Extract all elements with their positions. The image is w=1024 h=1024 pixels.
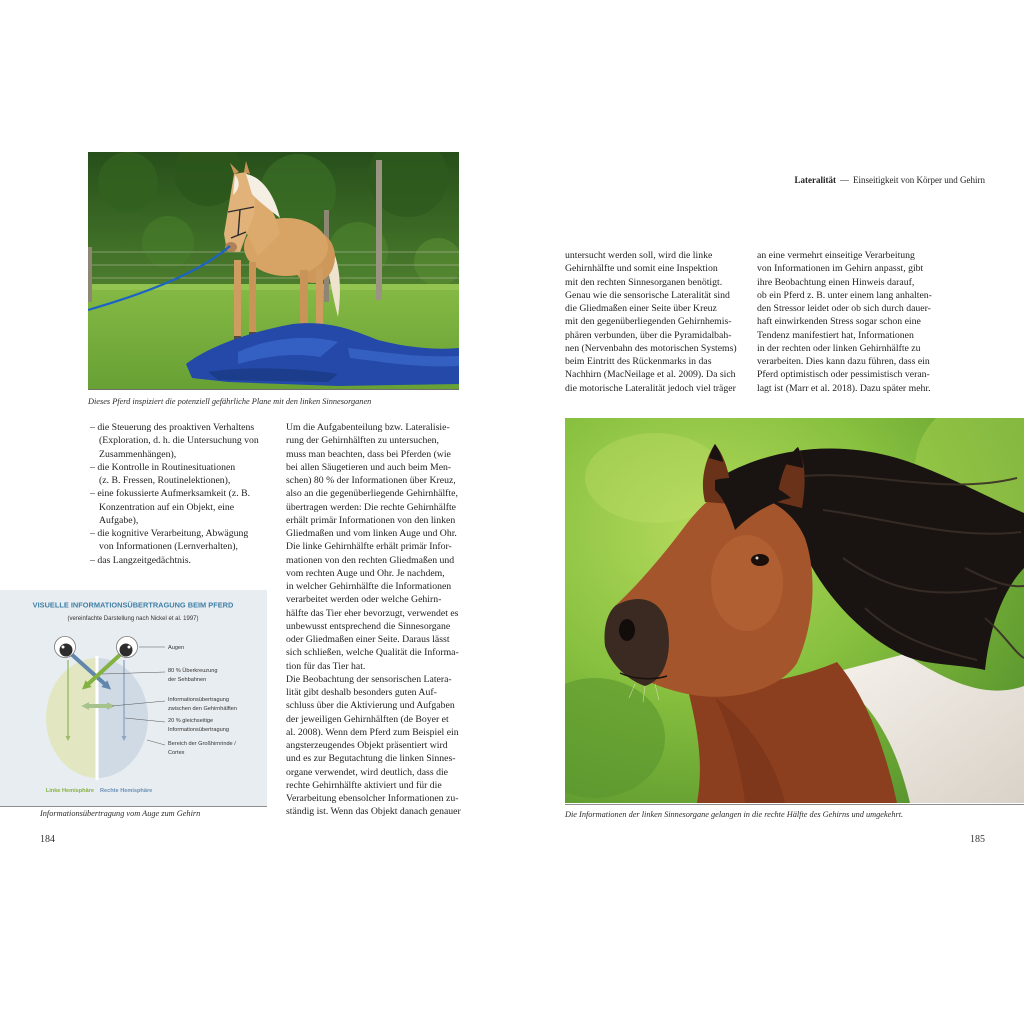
header-separator: — — [840, 175, 850, 185]
label-cortex: Cortex — [168, 750, 185, 756]
body-text-line: sich schließen, welche Qualität die Informa- — [286, 647, 459, 659]
body-text-line: unbewusst entsprechend die Sinnesorgane — [286, 620, 451, 632]
label-same-side: Informationsübertragung — [168, 727, 229, 733]
list-item-line: (Exploration, d. h. die Untersuchung von — [99, 435, 259, 447]
label-right-hemisphere: Rechte Hemisphäre — [100, 788, 153, 794]
body-text-line: lität gibt deshalb besonders guten Auf- — [286, 687, 437, 698]
header-title: Einseitigkeit von Körper und Gehirn — [853, 175, 985, 185]
body-text-line: mationen von den rechten Gliedmaßen und — [286, 554, 455, 566]
body-text-line: rung der Gehirnhälften zu untersuchen, — [286, 435, 439, 447]
list-item-line: – die Steuerung des proaktiven Verhaltens — [90, 422, 255, 433]
list-item — [90, 527, 268, 554]
body-text-line: tion für das Tier hat. — [286, 660, 366, 672]
body-text-line: Tendenz manifestiert hat, Informationen — [757, 329, 914, 341]
diagram-title: VISUELLE INFORMATIONSÜBERTRAGUNG BEIM PFERD — [32, 600, 234, 610]
right-hemisphere-area — [97, 658, 148, 778]
body-text-line: muss man beachten, dass bei Pferden (wie — [286, 448, 451, 460]
label-crossing: der Sehbahnen — [168, 677, 207, 683]
body-text-line: von Informationen im Gehirn anpasst, gibt — [757, 263, 924, 275]
body-text-line: schluss über die Aktivierung und Aufgaben — [286, 700, 455, 712]
body-column-left-page — [286, 421, 464, 819]
list-item — [90, 461, 268, 488]
body-text-line: ihre Beobachtung einen Hinweis darauf, — [757, 276, 915, 288]
header-section: Lateralität — [794, 175, 837, 185]
eye-right — [117, 637, 138, 658]
body-column-right-2 — [757, 249, 937, 395]
body-text-line: Pferd optimistisch oder pessimistisch veran- — [757, 369, 930, 381]
divider-right-photo — [565, 804, 1024, 805]
body-text-line: hälfte das Tier eher bevorzugt, verwendet es — [286, 607, 459, 619]
body-text-line: ob ein Pferd z. B. unter einem lang anhalten- — [757, 289, 932, 301]
photo-horse-flowing-mane — [565, 418, 1024, 803]
list-item-line: – die kognitive Verarbeitung, Abwägung — [90, 528, 249, 539]
list-item-line: – eine fokussierte Aufmerksamkeit (z. B. — [90, 488, 251, 500]
body-text-line: Verarbeitung ebensolcher Informationen zu- — [286, 793, 459, 804]
body-text-line: und es zur Begutachtung die linken Sinnes- — [286, 753, 456, 765]
label-crossing: 80 % Überkreuzung — [168, 668, 218, 674]
body-text-line: vom rechten Auge und Ohr. Je nachdem, — [286, 567, 445, 579]
diagram-visual-information-transfer — [0, 590, 267, 806]
body-column-right-1 — [565, 249, 743, 395]
body-text-line: mit den rechten Sinnesorganen benötigt. — [565, 276, 723, 288]
body-text-line: oder Gliedmaßen einer Seite. Daraus lässt — [286, 634, 450, 645]
label-same-side: 20 % gleichseitige — [168, 718, 214, 724]
body-text-line: lagt ist (Marr et al. 2018). Dazu später mehr. — [757, 382, 931, 394]
eye-left — [55, 637, 76, 658]
page-number-right: 185 — [970, 834, 985, 845]
bullet-list — [90, 421, 268, 567]
body-text-line: Gehirnhälfte und somit eine Inspektion — [565, 263, 718, 275]
label-eyes: Augen — [168, 645, 185, 651]
list-item — [90, 421, 268, 461]
body-text-line: organe verwendet, wird deutlich, dass die — [286, 766, 448, 778]
body-text-line: erhält primär Informationen von den linken — [286, 514, 456, 526]
body-text-line: untersucht werden soll, wird die linke — [565, 250, 713, 261]
body-text-line: Um die Aufgabenteilung bzw. Lateralisie- — [286, 422, 450, 433]
list-item — [90, 554, 268, 567]
page-number-left: 184 — [40, 834, 55, 845]
body-text-line: nen (Nervenbahn des motorischen Systems) — [565, 342, 737, 354]
photo-horse-inspecting-tarp — [88, 152, 459, 390]
body-text-line: verarbeitet werden oder welche Gehirn- — [286, 594, 442, 606]
list-item-line: Konzentration auf ein Objekt, eine — [99, 501, 235, 513]
body-text-line: Die Beobachtung der sensorischen Latera- — [286, 673, 452, 685]
body-text-line: also an die gegenüberliegende Gehirnhälfte, — [286, 488, 458, 500]
diagram-subtitle: (vereinfachte Darstellung nach Nickel et al. 1997) — [67, 616, 199, 622]
body-text-line: ständig ist. Wenn das Objekt danach genauer — [286, 806, 461, 818]
body-text-line: übertragen werden: Die rechte Gehirnhälfte — [286, 501, 456, 513]
label-left-hemisphere: Linke Hemisphäre — [45, 788, 94, 794]
body-text-line: bei allen Säugetieren und auch beim Men- — [286, 461, 452, 473]
body-text-line: Die linke Gehirnhälfte erhält primär Infor- — [286, 541, 452, 553]
body-text-line: in der rechten oder linken Gehirnhälfte zu — [757, 342, 921, 354]
list-item-line: von Informationen (Lernverhalten), — [99, 541, 238, 553]
label-transfer: Informationsübertragung — [168, 697, 229, 703]
body-text-line: an eine vermehrt einseitige Verarbeitung — [757, 250, 915, 261]
body-text-line: Genau wie die sensorische Lateralität sind — [565, 289, 730, 301]
body-text-line: den Stressor leidet oder ob sich durch dauer- — [757, 303, 931, 314]
body-text-line: schen) 80 % der Informationen über Kreuz, — [286, 475, 456, 486]
body-text-line: mit den gegenüberliegenden Gehirnhemis- — [565, 316, 732, 328]
diagram-caption: Informationsübertragung vom Auge zum Gehirn — [40, 809, 201, 818]
photo-caption-right: Die Informationen der linken Sinnesorgane gelangen in die rechte Hälfte des Gehirns und umgekehrt. — [565, 810, 904, 819]
body-text-line: in welcher Gehirnhälfte die Informationen — [286, 581, 452, 592]
body-text-line: phären verbunden, über die Pyramidalbah- — [565, 329, 732, 341]
body-text-line: Nachhirn (MacNeilage et al. 2009). Da sich — [565, 369, 736, 381]
running-header — [795, 174, 985, 187]
body-text-line: die Gliedmaßen einer Seite über Kreuz — [565, 303, 717, 314]
body-text-line: Gliedmaßen und vom linken Auge und Ohr. — [286, 528, 457, 539]
body-text-line: die motorische Lateralität jedoch viel träger — [565, 382, 736, 394]
left-hemisphere-area — [46, 658, 97, 778]
label-cortex: Bereich der Großhirnrinde / — [168, 741, 236, 747]
list-item — [90, 487, 268, 527]
body-text-line: beim Eintritt des Rückenmarks in das — [565, 356, 712, 367]
list-item-line: – die Kontrolle in Routinesituationen — [90, 461, 236, 473]
photo-caption-left: Dieses Pferd inspiziert die potenziell gefährliche Plane mit den linken Sinnesorganen — [88, 397, 372, 406]
body-text-line: al. 2008). Wenn dem Pferd zum Beispiel ein — [286, 726, 459, 738]
label-transfer: zwischen den Gehirnhälften — [168, 706, 238, 712]
list-item-line: Aufgabe), — [99, 514, 139, 526]
list-item-line: (z. B. Fressen, Routinelektionen), — [99, 475, 231, 486]
list-item-line: – das Langzeitgedächtnis. — [90, 554, 191, 566]
body-text-line: angsterzeugendes Objekt präsentiert wird — [286, 740, 448, 751]
body-text-line: haft einwirkenden Stress sogar schon eine — [757, 316, 921, 328]
body-text-line: rechte Gehirnhälfte aktiviert und für die — [286, 779, 442, 791]
list-item-line: Zusammenhängen), — [99, 448, 177, 460]
divider-diagram — [0, 806, 267, 807]
body-text-line: der jeweiligen Gehirnhälften (de Boyer et — [286, 713, 449, 725]
body-text-line: verarbeiten. Dies kann dazu führen, dass ein — [757, 356, 930, 367]
